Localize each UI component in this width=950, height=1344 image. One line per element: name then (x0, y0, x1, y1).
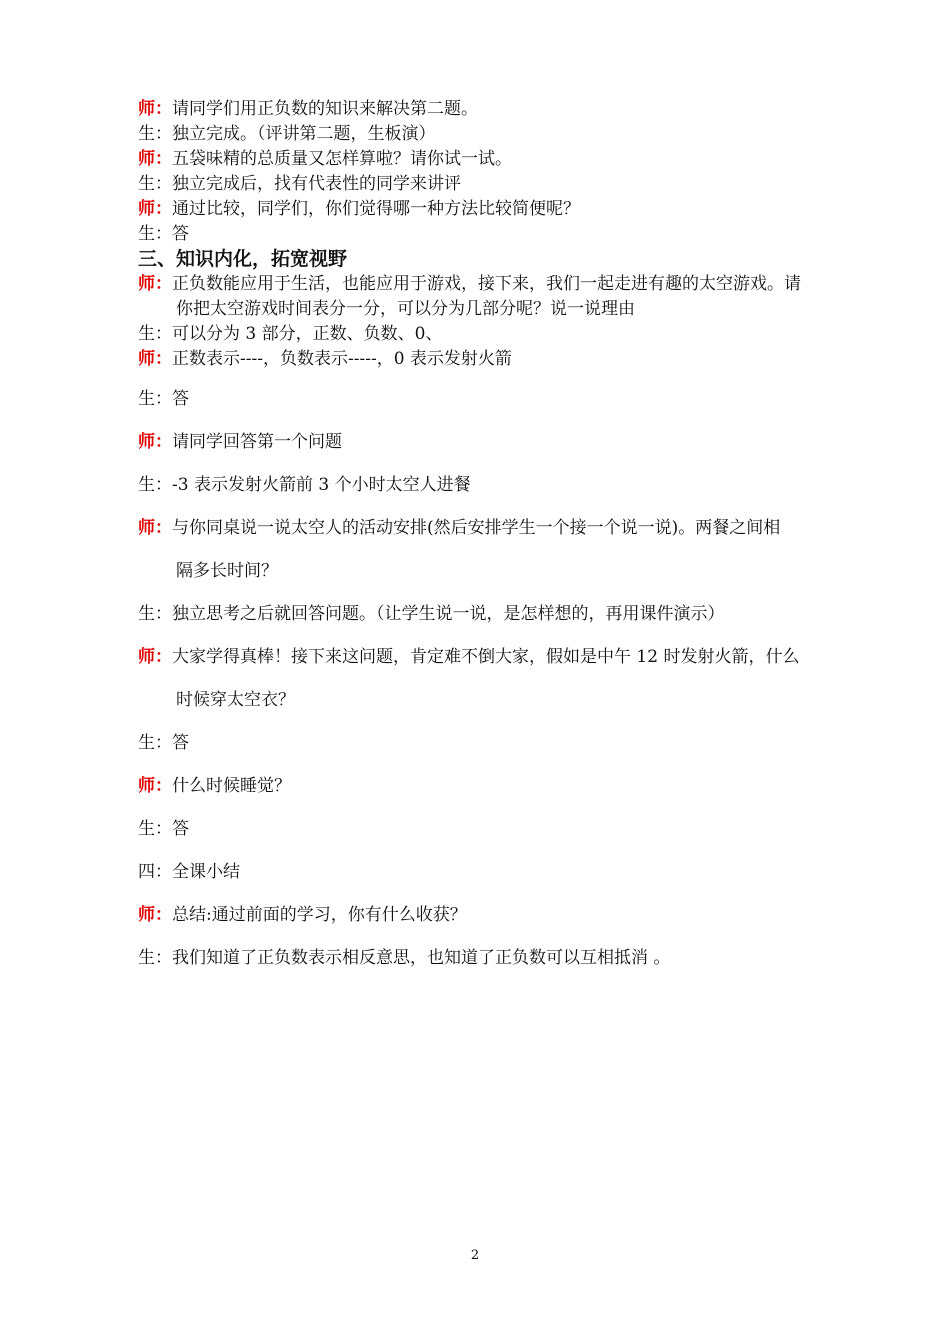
speaker-label: 师： (138, 199, 172, 219)
speaker-label: 生： (138, 124, 172, 144)
speaker-label: 师： (138, 99, 172, 119)
line-text: 答 (172, 389, 189, 409)
line-text: 与你同桌说一说太空人的活动安排(然后安排学生一个接一个说一说)。两餐之间相 (172, 518, 781, 538)
dialogue-line (138, 122, 436, 146)
dialogue-line (138, 602, 725, 626)
section-heading: 三、知识内化，拓宽视野 (138, 248, 348, 270)
dialogue-line (138, 347, 512, 371)
speaker-label: 生： (138, 819, 172, 839)
speaker-label: 生： (138, 389, 172, 409)
speaker-label: 师： (138, 518, 172, 538)
dialogue-line (138, 645, 799, 669)
speaker-label: 生： (138, 174, 172, 194)
speaker-label: 师： (138, 432, 172, 452)
dialogue-line (138, 147, 512, 171)
line-text: 请同学们用正负数的知识来解决第二题。 (172, 99, 478, 119)
line-text: 总结:通过前面的学习，你有什么收获？ (172, 905, 467, 925)
speaker-label: 师： (138, 647, 172, 667)
dialogue-line (138, 172, 461, 196)
dialogue-line (138, 946, 670, 970)
dialogue-line (138, 817, 189, 841)
line-continuation: 隔多长时间？ (176, 561, 278, 581)
line-text: -3 表示发射火箭前 3 个小时太空人进餐 (172, 475, 471, 495)
speaker-label: 生： (138, 604, 172, 624)
speaker-label: 师： (138, 776, 172, 796)
speaker-label: 师： (138, 274, 172, 294)
line-text: 五袋味精的总质量又怎样算啦？请你试一试。 (172, 149, 512, 169)
line-text: 正数表示----，负数表示-----，0 表示发射火箭 (172, 349, 512, 369)
line-continuation: 你把太空游戏时间表分一分，可以分为几部分呢？说一说理由 (176, 299, 635, 319)
dialogue-line (138, 473, 471, 497)
page-number: 2 (470, 1248, 480, 1263)
speaker-label: 生： (138, 224, 172, 244)
line-text: 通过比较，同学们，你们觉得哪一种方法比较简便呢？ (172, 199, 580, 219)
dialogue-line (138, 903, 467, 927)
line-text: 大家学得真棒！接下来这问题，肯定难不倒大家，假如是中午 12 时发射火箭，什么 (172, 647, 800, 667)
line-text: 答 (172, 733, 189, 753)
dialogue-line (138, 97, 478, 121)
line-text: 独立完成。（评讲第二题，生板演） (172, 124, 436, 144)
dialogue-line (138, 197, 580, 221)
line-text: 四：全课小结 (138, 862, 240, 882)
speaker-label: 师： (138, 905, 172, 925)
dialogue-line (138, 430, 342, 454)
line-text: 答 (172, 819, 189, 839)
section-line (138, 860, 240, 884)
dialogue-line (138, 774, 291, 798)
speaker-label: 生： (138, 948, 172, 968)
speaker-label: 生： (138, 324, 172, 344)
line-continuation: 时候穿太空衣？ (176, 690, 295, 710)
speaker-label: 生： (138, 733, 172, 753)
line-text: 独立完成后，找有代表性的同学来讲评 (172, 174, 461, 194)
line-text: 答 (172, 224, 189, 244)
dialogue-line (138, 222, 189, 246)
line-text: 正负数能应用于生活，也能应用于游戏，接下来，我们一起走进有趣的太空游戏。请 (172, 274, 801, 294)
speaker-label: 师： (138, 349, 172, 369)
dialogue-line (138, 516, 780, 540)
speaker-label: 生： (138, 475, 172, 495)
dialogue-line (138, 322, 442, 346)
dialogue-line (138, 272, 801, 296)
line-text: 独立思考之后就回答问题。（让学生说一说，是怎样想的，再用课件演示） (172, 604, 725, 624)
dialogue-line (138, 731, 189, 755)
speaker-label: 师： (138, 149, 172, 169)
line-text: 我们知道了正负数表示相反意思，也知道了正负数可以互相抵消 。 (172, 948, 671, 968)
line-text: 请同学回答第一个问题 (172, 432, 342, 452)
dialogue-line (138, 387, 189, 411)
line-text: 可以分为 3 部分，正数、负数、0、 (172, 324, 443, 344)
line-text: 什么时候睡觉？ (172, 776, 291, 796)
